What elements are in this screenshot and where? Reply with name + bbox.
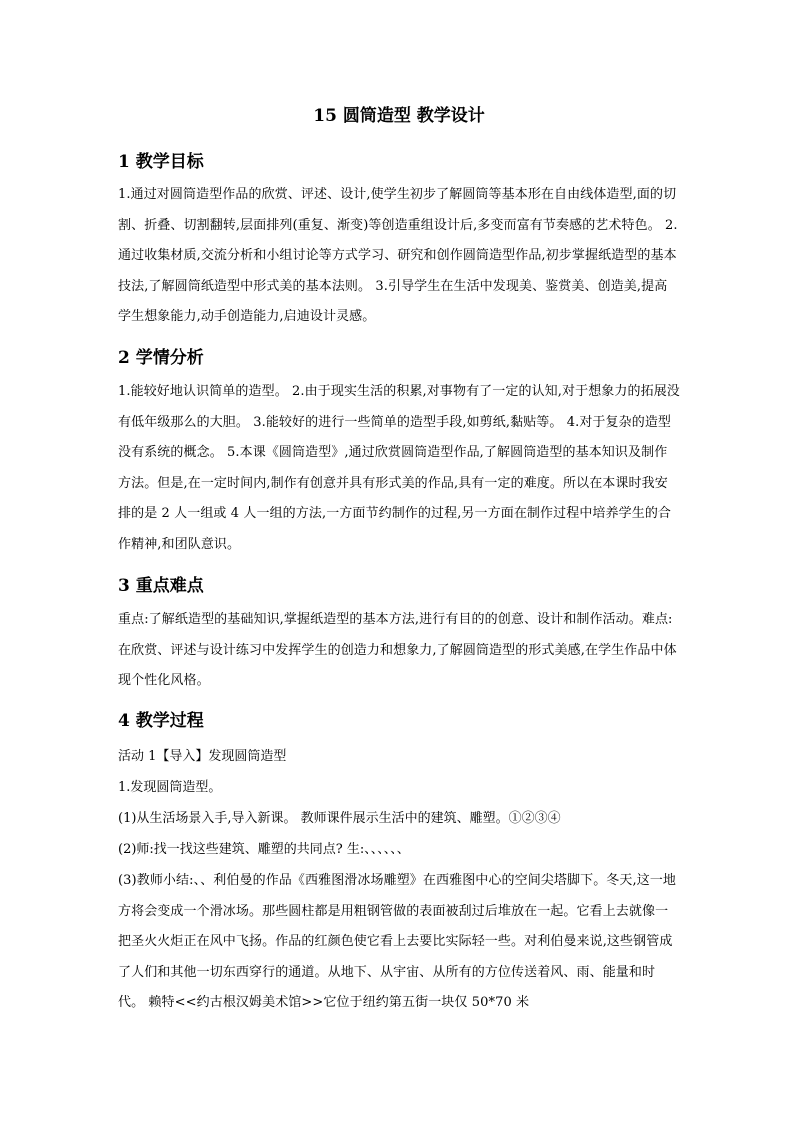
activity-title: 活动 1【导入】发现圆筒造型: [118, 749, 287, 764]
process-item-1: 1.发现圆筒造型。: [118, 780, 222, 795]
document-title: 15 圆筒造型 教学设计: [313, 106, 485, 126]
process-item-2: (1)从生活场景入手,导入新课。 教师课件展示生活中的建筑、雕塑。①②③④: [118, 811, 561, 826]
section-heading-teaching-process: 4 教学过程: [118, 711, 204, 731]
document-page: [118, 0, 680, 1123]
section-heading-student-analysis: 2 学情分析: [118, 348, 204, 368]
section-heading-key-points: 3 重点难点: [118, 576, 204, 596]
section-body-teaching-goals: 1.通过对圆筒造型作品的欣赏、评述、设计,使学生初步了解圆筒等基本形在自由线体造型,面的切割、折叠、切割翻转,层面排列(重复、渐变)等创造重组设计后,多变而富有节奏感的艺术特色。 2.通过收集材质,交流分析和小组讨论等方式学习、研究和创作圆筒造型作品,初步掌握纸造型的基本技法,了解圆筒纸造型中形式美的基本法则。 3.引导学生在生活中发现美、鉴赏美、创造美,提高学生想象能力,动手创造能力,启迪设计灵感。: [118, 187, 678, 324]
process-item-4: (3)教师小结:、、利伯曼的作品《西雅图滑冰场雕塑》在西雅图中心的空间尖塔脚下。冬天,这一地方将会变成一个滑冰场。那些圆柱都是用粗钢管做的表面被刮过后堆放在一起。它看上去就像一把圣火火炬正在风中飞扬。作品的红颜色使它看上去要比实际轻一些。对利伯曼来说,这些钢管成了人们和其他一切东西穿行的通道。从地下、从宇宙、从所有的方位传送着风、雨、能量和时代。 赖特<<约古根汉姆美术馆>>它位于纽约第五街一块仅 50*70 米: [118, 873, 677, 1010]
section-body-key-points: 重点:了解纸造型的基础知识,掌握纸造型的基本方法,进行有目的的创意、设计和制作活动。难点:在欣赏、评述与设计练习中发挥学生的创造力和想象力,了解圆筒造型的形式美感,在学生作品中体现个性化风格。: [118, 612, 677, 688]
section-body-student-analysis: 1.能较好地认识简单的造型。 2.由于现实生活的积累,对事物有了一定的认知,对于想象力的拓展没有低年级那么的大胆。 3.能较好的进行一些简单的造型手段,如剪纸,黏贴等。 4.对于复杂的造型没有系统的概念。 5.本课《圆筒造型》,通过欣赏圆筒造型作品,了解圆筒造型的基本知识及制作方法。但是,在一定时间内,制作有创意并具有形式美的作品,具有一定的难度。所以在本课时我安排的是 2 人一组或 4 人一组的方法,一方面节约制作的过程,另一方面在制作过程中培养学生的合作精神,和团队意识。: [118, 384, 680, 552]
section-heading-teaching-goals: 1 教学目标: [118, 152, 204, 172]
process-item-3: (2)师:找一找这些建筑、雕塑的共同点? 生:、、、、、、: [118, 842, 410, 857]
